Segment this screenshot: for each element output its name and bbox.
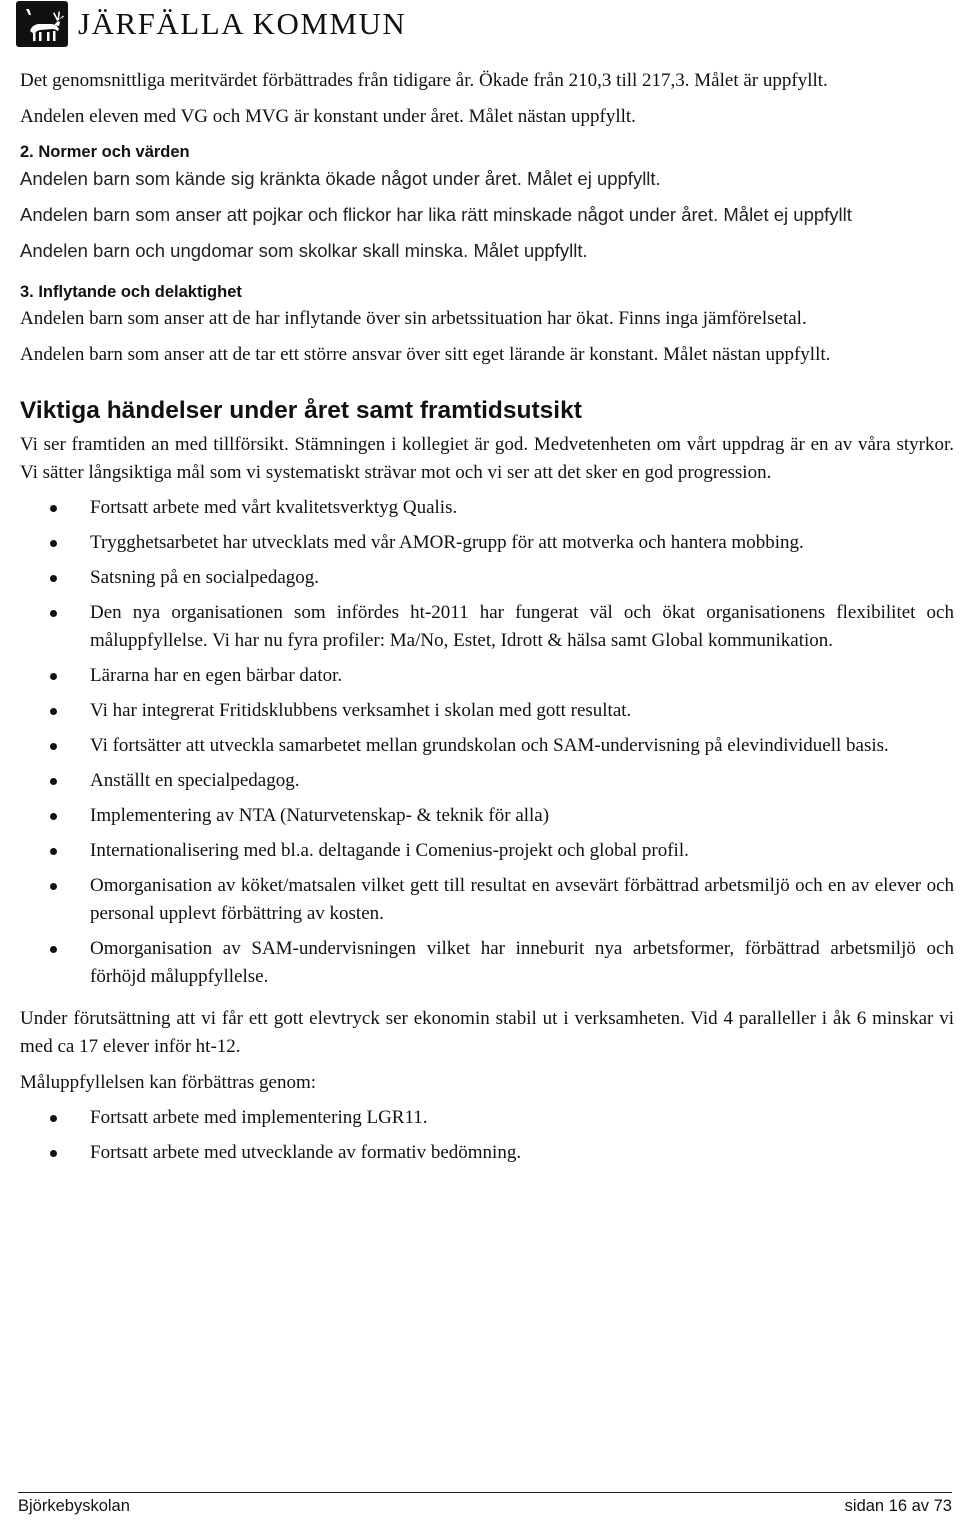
bullet-icon: [50, 743, 57, 750]
list-item-text: Satsning på en socialpedagog.: [90, 567, 320, 588]
paragraph: Andelen barn och ungdomar som skolkar skall minska. Målet uppfyllt.: [20, 240, 588, 261]
paragraph: Måluppfyllelsen kan förbättras genom:: [20, 1072, 317, 1093]
paragraph: Det genomsnittliga meritvärdet förbättrades från tidigare år. Ökade från 210,3 till 217,3. Målet är uppfyllt.: [20, 70, 828, 91]
bullet-icon: [50, 610, 57, 617]
list-item-text: Den nya organisationen som infördes ht-2011 har fungerat väl och ökat organisationens flexibilitet och måluppfyllelse. Vi har nu fyra profiler: Ma/No, Estet, Idrott & hälsa samt Global kommunikation.: [90, 602, 954, 651]
list-item: [20, 767, 954, 795]
list-item-text: Omorganisation av köket/matsalen vilket gett till resultat en avsevärt förbättrad arbetsmiljö och en av elever och personal upplevt förbättring av kosten.: [90, 875, 954, 924]
list-item-text: Lärarna har en egen bärbar dator.: [90, 665, 343, 686]
list-item-text: Fortsatt arbete med vårt kvalitetsverktyg Qualis.: [90, 497, 458, 518]
page-number: sidan 16 av 73: [844, 1497, 952, 1515]
bullet-icon: [50, 575, 57, 582]
list-item: [20, 935, 954, 991]
list-item-text: Trygghetsarbetet har utvecklats med vår AMOR-grupp för att motverka och hantera mobbing.: [90, 532, 804, 553]
bullet-icon: [50, 1115, 57, 1122]
list-item: [20, 837, 954, 865]
paragraph: Andelen barn som anser att pojkar och flickor har lika rätt minskade något under året. Målet ej uppfyllt: [20, 204, 852, 225]
header: [16, 0, 406, 48]
list-item-text: Fortsatt arbete med utvecklande av formativ bedömning.: [90, 1142, 522, 1163]
document-body: [20, 67, 954, 1167]
bullet-icon: [50, 708, 57, 715]
paragraph: Vi ser framtiden an med tillförsikt. Stämningen i kollegiet är god. Medvetenheten om vårt uppdrag är en av våra styrkor. Vi sätter långsiktiga mål som vi systematiskt strävar mot och vi ser att det sker en god progression.: [20, 434, 954, 483]
footer-school: Björkebyskolan: [18, 1497, 130, 1515]
bullet-icon: [50, 1150, 57, 1157]
page-heading: Viktiga händelser under året samt framtidsutsikt: [20, 397, 582, 424]
footer: [18, 1497, 952, 1516]
list-item: [20, 802, 954, 830]
list-item: [20, 732, 954, 760]
list-item: [20, 494, 954, 522]
bullet-icon: [50, 540, 57, 547]
bullet-icon: [50, 505, 57, 512]
list-item: [20, 529, 954, 557]
paragraph: Andelen barn som anser att de tar ett större ansvar över sitt eget lärande är konstant. Målet nästan uppfyllt.: [20, 344, 831, 365]
bullet-list: [20, 1104, 954, 1167]
reindeer-crest-icon: [16, 1, 68, 47]
bullet-icon: [50, 946, 57, 953]
list-item-text: Vi har integrerat Fritidsklubbens verksamhet i skolan med gott resultat.: [90, 700, 632, 721]
list-item: [20, 564, 954, 592]
paragraph: Andelen eleven med VG och MVG är konstant under året. Målet nästan uppfyllt.: [20, 106, 636, 127]
bullet-icon: [50, 883, 57, 890]
list-item: [20, 1139, 954, 1167]
footer-divider: [18, 1492, 952, 1493]
list-item-text: Fortsatt arbete med implementering LGR11.: [90, 1107, 428, 1128]
list-item: [20, 872, 954, 928]
paragraph: Under förutsättning att vi får ett gott elevtryck ser ekonomin stabil ut i verksamheten. Vid 4 paralleller i åk 6 minskar vi med ca 17 elever inför ht-12.: [20, 1008, 954, 1057]
organization-name: JÄRFÄLLA KOMMUN: [78, 6, 407, 41]
list-item-text: Internationalisering med bl.a. deltagande i Comenius-projekt och global profil.: [90, 840, 689, 861]
bullet-icon: [50, 673, 57, 680]
list-item-text: Implementering av NTA (Naturvetenskap- & teknik för alla): [90, 805, 550, 826]
bullet-icon: [50, 848, 57, 855]
paragraph: Andelen barn som kände sig kränkta ökade något under året. Målet ej uppfyllt.: [20, 168, 661, 189]
list-item-text: Omorganisation av SAM-undervisningen vilket har inneburit nya arbetsformer, förbättrad arbetsmiljö och förhöjd måluppfyllelse.: [90, 938, 954, 987]
list-item-text: Anställt en specialpedagog.: [90, 770, 300, 791]
list-item: [20, 662, 954, 690]
section-heading: 3. Inflytande och delaktighet: [20, 283, 242, 301]
bullet-icon: [50, 813, 57, 820]
list-item: [20, 1104, 954, 1132]
list-item: [20, 599, 954, 655]
list-item: [20, 697, 954, 725]
list-item-text: Vi fortsätter att utveckla samarbetet mellan grundskolan och SAM-undervisning på elevindividuell basis.: [90, 735, 889, 756]
bullet-list: [20, 494, 954, 991]
paragraph: Andelen barn som anser att de har inflytande över sin arbetssituation har ökat. Finns inga jämförelsetal.: [20, 308, 807, 329]
bullet-icon: [50, 778, 57, 785]
section-heading: 2. Normer och värden: [20, 143, 190, 161]
